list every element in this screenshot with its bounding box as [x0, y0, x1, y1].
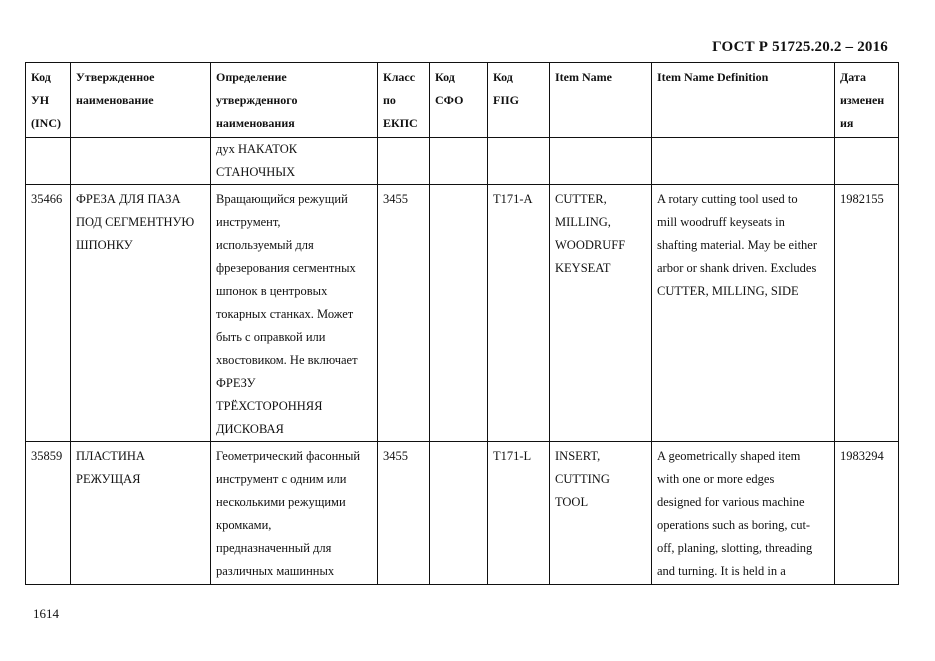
header-approved-name: [71, 63, 211, 138]
cell-name-definition: [211, 442, 378, 585]
cell-line: Геометрический фасонный: [216, 449, 361, 463]
cell-line: 3455: [383, 449, 408, 463]
cell-line: кромками,: [216, 518, 272, 532]
cell-line: Вращающийся режущий: [216, 192, 348, 206]
cell-item-name: [550, 138, 652, 185]
cell-line: предназначенный для: [216, 541, 332, 555]
cell-line: РЕЖУЩАЯ: [76, 472, 141, 486]
cell-change-date: [835, 185, 899, 442]
cell-line: используемый для: [216, 238, 314, 252]
cell-line: 1983294: [840, 449, 884, 463]
cell-line: быть с оправкой или: [216, 330, 326, 344]
cell-line: CUTTING: [555, 472, 610, 486]
cell-line: TOOL: [555, 495, 589, 509]
header-line: СФО: [435, 93, 464, 107]
header-item-name: [550, 63, 652, 138]
header-sfo-code: [430, 63, 488, 138]
cell-sfo-code: [430, 138, 488, 185]
cell-line: хвостовиком. Не включает: [216, 353, 358, 367]
cell-item-name-definition: [652, 185, 835, 442]
cell-line: фрезерования сегментных: [216, 261, 356, 275]
header-inc-code: [26, 63, 71, 138]
cell-inc-code: [26, 442, 71, 585]
header-line: Код: [31, 70, 51, 84]
header-line: наименование: [76, 93, 154, 107]
cell-line: off, planing, slotting, threading: [657, 541, 813, 555]
header-item-name-definition: [652, 63, 835, 138]
cell-fiig-code: [488, 185, 550, 442]
header-line: изменен: [840, 93, 885, 107]
cell-change-date: [835, 442, 899, 585]
cell-name-definition: [211, 185, 378, 442]
cell-approved-name: [71, 442, 211, 585]
cell-line: shafting material. May be either: [657, 238, 818, 252]
cell-line: ФРЕЗУ: [216, 376, 256, 390]
cell-line: T171-L: [493, 449, 532, 463]
table-row: [26, 185, 899, 442]
cell-line: ПЛАСТИНА: [76, 449, 145, 463]
cell-line: arbor or shank driven. Excludes: [657, 261, 817, 275]
cell-line: A geometrically shaped item: [657, 449, 801, 463]
cell-line: designed for various machine: [657, 495, 805, 509]
header-line: Item Name Definition: [657, 70, 769, 84]
cell-line: 1982155: [840, 192, 884, 206]
cell-approved-name: [71, 185, 211, 442]
header-line: Дата: [840, 70, 866, 84]
header-line: ия: [840, 116, 854, 130]
cell-line: ТРЁХСТОРОННЯЯ: [216, 399, 323, 413]
cell-approved-name: [71, 138, 211, 185]
cell-ekps-class: [378, 442, 430, 585]
cell-line: несколькими режущими: [216, 495, 346, 509]
cell-line: 35859: [31, 449, 63, 463]
cell-change-date: [835, 138, 899, 185]
cell-inc-code: [26, 138, 71, 185]
standard-designation: ГОСТ Р 51725.20.2 – 2016: [712, 39, 888, 55]
header-row: [26, 63, 899, 138]
header-change-date: [835, 63, 899, 138]
header-line: Утвержденное: [76, 70, 155, 84]
header-line: УН: [31, 93, 50, 107]
cell-line: инструмент с одним или: [216, 472, 347, 486]
header-name-definition: [211, 63, 378, 138]
cell-line: ШПОНКУ: [76, 238, 133, 252]
header-line: Определение: [216, 70, 287, 84]
cell-item-name: [550, 442, 652, 585]
cell-line: KEYSEAT: [555, 261, 611, 275]
cell-line: INSERT,: [555, 449, 601, 463]
cell-line: 35466: [31, 192, 63, 206]
header-fiig-code: [488, 63, 550, 138]
cell-line: mill woodruff keyseats in: [657, 215, 785, 229]
cell-sfo-code: [430, 442, 488, 585]
item-names-table: [25, 62, 899, 585]
cell-line: A rotary cutting tool used to: [657, 192, 798, 206]
header-line: Код: [435, 70, 455, 84]
header-line: Item Name: [555, 70, 612, 84]
cell-inc-code: [26, 185, 71, 442]
cell-line: ФРЕЗА ДЛЯ ПАЗА: [76, 192, 181, 206]
cell-line: and turning. It is held in a: [657, 564, 786, 578]
cell-ekps-class: [378, 185, 430, 442]
cell-line: СТАНОЧНЫХ: [216, 165, 296, 179]
header-line: наименования: [216, 116, 295, 130]
header-line: ЕКПС: [383, 116, 418, 130]
cell-sfo-code: [430, 185, 488, 442]
header-line: (INC): [31, 116, 61, 130]
table-row: [26, 138, 899, 185]
cell-name-definition: [211, 138, 378, 185]
header-line: Класс: [383, 70, 416, 84]
cell-line: дух НАКАТОК: [216, 142, 298, 156]
cell-item-name-definition: [652, 442, 835, 585]
cell-line: MILLING,: [555, 215, 611, 229]
cell-line: ДИСКОВАЯ: [216, 422, 284, 436]
cell-line: инструмент,: [216, 215, 281, 229]
header-line: FIIG: [493, 93, 520, 107]
cell-ekps-class: [378, 138, 430, 185]
cell-line: различных машинных: [216, 564, 335, 578]
cell-line: CUTTER, MILLING, SIDE: [657, 284, 799, 298]
cell-item-name: [550, 185, 652, 442]
cell-line: шпонок в центровых: [216, 284, 328, 298]
page-number: 1614: [33, 606, 59, 621]
cell-line: токарных станках. Может: [216, 307, 354, 321]
table-row: [26, 442, 899, 585]
cell-line: operations such as boring, cut-: [657, 518, 811, 532]
cell-line: T171-A: [493, 192, 533, 206]
cell-line: with one or more edges: [657, 472, 775, 486]
cell-fiig-code: [488, 138, 550, 185]
header-ekps-class: [378, 63, 430, 138]
cell-line: CUTTER,: [555, 192, 607, 206]
cell-item-name-definition: [652, 138, 835, 185]
cell-line: ПОД СЕГМЕНТНУЮ: [76, 215, 195, 229]
cell-line: 3455: [383, 192, 408, 206]
cell-line: WOODRUFF: [555, 238, 626, 252]
header-line: Код: [493, 70, 513, 84]
header-line: утвержденного: [216, 93, 298, 107]
header-line: по: [383, 93, 396, 107]
cell-fiig-code: [488, 442, 550, 585]
